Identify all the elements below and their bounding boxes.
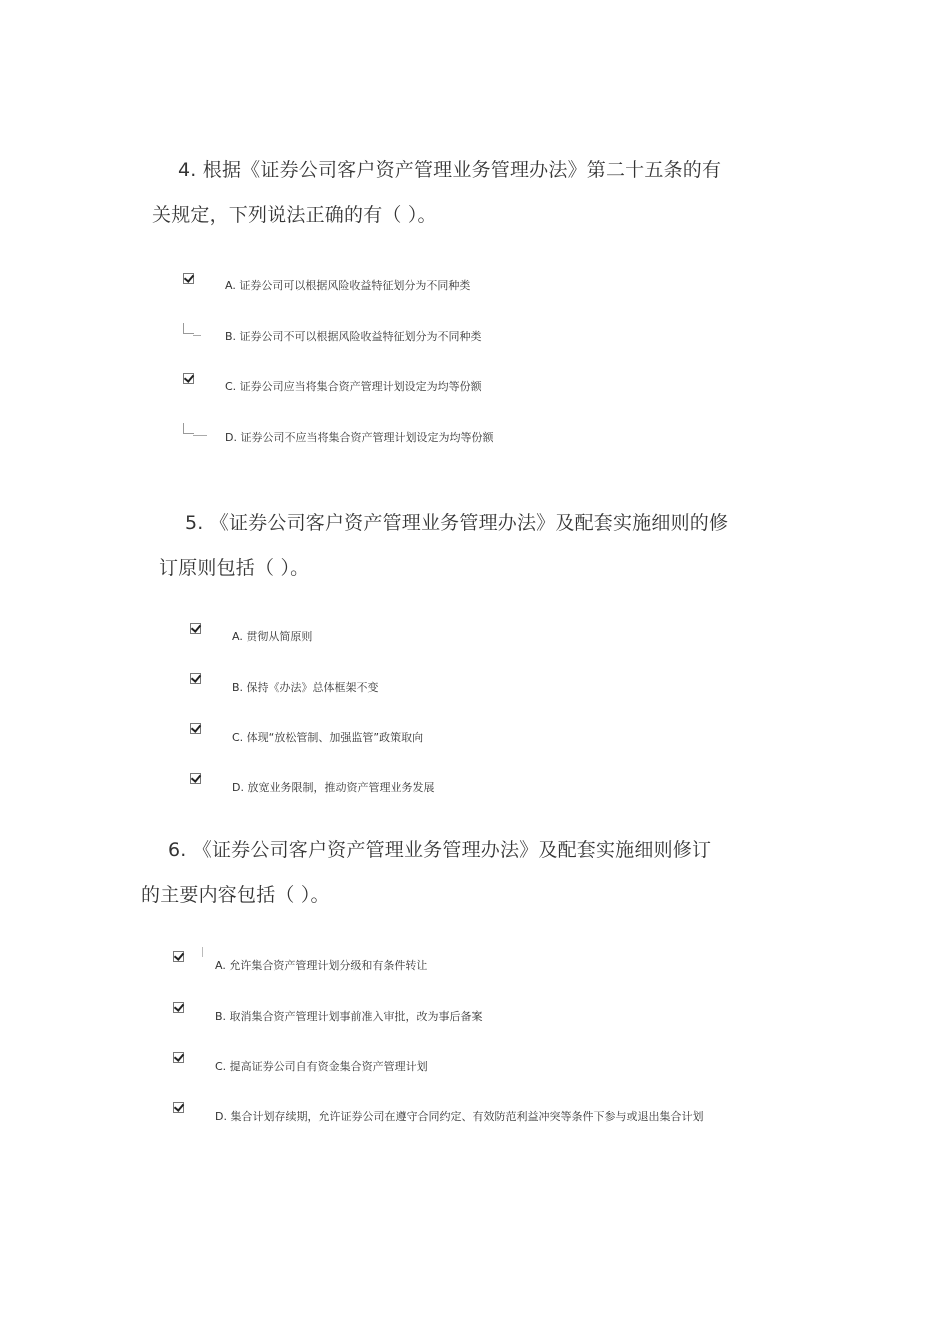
checkbox-checked-icon[interactable] [190,673,201,684]
checkbox-checked-icon[interactable] [173,951,184,962]
option-label: D. 放宽业务限制，推动资产管理业务发展 [232,781,435,794]
option-label: A. 贯彻从简原则 [232,630,313,643]
option-label: D. 证券公司不应当将集合资产管理计划设定为均等份额 [225,431,494,444]
checkbox-checked-icon[interactable] [190,623,201,634]
option-label: D. 集合计划存续期，允许证券公司在遵守合同约定、有效防范利益冲突等条件下参与或退出集合计划 [215,1110,704,1123]
question-6-option-b[interactable] [173,1002,813,1032]
checkbox-underline [193,335,201,336]
question-6-option-c[interactable] [173,1052,813,1082]
option-label: B. 保持《办法》总体框架不变 [232,681,379,694]
question-5-text-line1: 5. 《证券公司客户资产管理业务管理办法》及配套实施细则的修 [185,512,729,534]
question-5-option-a[interactable] [190,623,830,653]
checkbox-checked-icon[interactable] [190,773,201,784]
checkbox-checked-icon[interactable] [173,1102,184,1113]
option-label: C. 体现“放松管制、加强监管”政策取向 [232,731,424,744]
question-6-text-line1: 6. 《证券公司客户资产管理业务管理办法》及配套实施细则修订 [168,839,712,861]
question-5-text-line2: 订原则包括（ ）。 [159,557,310,579]
question-4-option-b[interactable] [183,323,823,353]
question-4-option-c[interactable] [183,373,823,403]
question-5-option-d[interactable] [190,773,830,803]
option-label: A. 证券公司可以根据风险收益特征划分为不同种类 [225,279,471,292]
question-4-option-a[interactable] [183,273,823,303]
option-label: A. 允许集合资产管理计划分级和有条件转让 [215,959,428,972]
checkbox-unchecked-icon[interactable] [183,423,194,434]
checkbox-unchecked-icon[interactable] [183,323,194,334]
option-label: C. 证券公司应当将集合资产管理计划设定为均等份额 [225,380,482,393]
question-5-option-b[interactable] [190,673,830,703]
question-6-option-d[interactable] [173,1102,813,1132]
question-6-option-a[interactable] [173,951,813,981]
checkbox-checked-icon[interactable] [173,1002,184,1013]
question-5-option-c[interactable] [190,723,830,753]
option-label: B. 取消集合资产管理计划事前准入审批，改为事后备案 [215,1010,483,1023]
checkbox-underline [193,435,207,436]
question-6-text-line2: 的主要内容包括（ ）。 [141,884,330,906]
checkbox-checked-icon[interactable] [190,723,201,734]
option-label: C. 提高证券公司自有资金集合资产管理计划 [215,1060,428,1073]
checkbox-checked-icon[interactable] [183,373,194,384]
question-4-text-line1: 4. 根据《证券公司客户资产管理业务管理办法》第二十五条的有 [178,159,722,181]
question-4-text-line2: 关规定，下列说法正确的有（ ）。 [152,204,437,226]
checkbox-checked-icon[interactable] [183,273,194,284]
question-4-option-d[interactable] [183,423,823,453]
checkbox-checked-icon[interactable] [173,1052,184,1063]
text-cursor-icon [202,947,203,957]
option-label: B. 证券公司不可以根据风险收益特征划分为不同种类 [225,330,482,343]
